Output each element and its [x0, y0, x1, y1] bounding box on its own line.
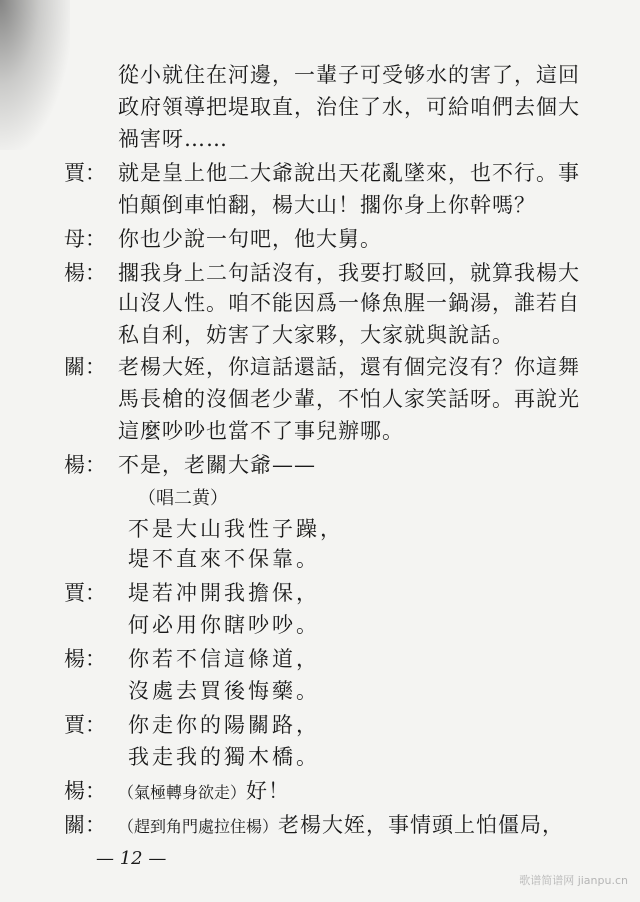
text-line: 就是皇上他二大爺說出天花亂墜來，也不行。事	[118, 161, 580, 185]
text-line: 擱我身上二句話沒有，我要打駁回，就算我楊大	[118, 261, 580, 285]
text-line: 從小就住在河邊，一輩子可受够水的害了，這回	[118, 63, 580, 87]
speaker-label: 賈：	[64, 713, 106, 737]
stage-direction: （趕到角門處拉住楊）	[118, 817, 279, 836]
text-line: 這麼吵吵也當不了事兒辦哪。	[118, 419, 404, 443]
text-line: 你也少說一句吧，他大舅。	[118, 227, 382, 251]
text-line: 老楊大姪，你這話還話，還有個完沒有？你這舞	[118, 355, 580, 379]
song-line: 堤若冲開我擔保，	[128, 581, 320, 605]
speaker-label: 賈：	[64, 581, 106, 605]
dialogue-text: 老楊大姪，事情頭上怕僵局，	[278, 813, 565, 837]
speaker-label: 賈：	[64, 161, 106, 185]
song-line: 堤不直來不保靠。	[128, 547, 320, 571]
text-line: 政府領導把堤取直，治住了水，可給咱們去個大	[118, 95, 580, 119]
watermark: 歌谱简谱网 jianpu.cn	[519, 874, 628, 887]
text-line	[118, 778, 290, 806]
text-line: 禍害呀……	[118, 127, 228, 151]
stage-direction: （氣極轉身欲走）	[118, 783, 247, 802]
speaker-label: 關：	[64, 355, 106, 379]
scan-shadow	[0, 0, 70, 150]
song-line: 你走你的陽關路，	[128, 713, 320, 737]
text-line: 不是，老關大爺——	[118, 453, 316, 477]
text-line: 馬長槍的沒個老少輩，不怕人家笑話呀。再說光	[118, 387, 580, 411]
text-line: 私自利，妨害了大家夥，大家就與說話。	[118, 323, 514, 347]
speaker-label: 母：	[64, 227, 106, 251]
text-line: 山沒人性。咱不能因爲一條魚腥一鍋湯，誰若自	[118, 291, 580, 315]
speaker-label: 楊：	[64, 647, 106, 671]
song-line: 我走我的獨木橋。	[128, 745, 320, 769]
dialogue-text: 好！	[246, 779, 291, 803]
speaker-label: 關：	[64, 813, 106, 837]
speaker-label: 楊：	[64, 261, 106, 285]
text-line	[118, 812, 564, 840]
page-number: — 12 —	[96, 848, 167, 869]
stage-direction: （唱二黄）	[138, 488, 228, 509]
song-line: 何必用你瞎吵吵。	[128, 613, 320, 637]
speaker-label: 楊：	[64, 453, 106, 477]
speaker-label: 楊：	[64, 779, 106, 803]
song-line: 你若不信這條道，	[128, 647, 320, 671]
text-line: 怕顛倒車怕翻，楊大山！擱你身上你幹嗎？	[118, 193, 536, 217]
song-line: 沒處去買後悔藥。	[128, 679, 320, 703]
song-line: 不是大山我性子躁，	[128, 517, 344, 541]
